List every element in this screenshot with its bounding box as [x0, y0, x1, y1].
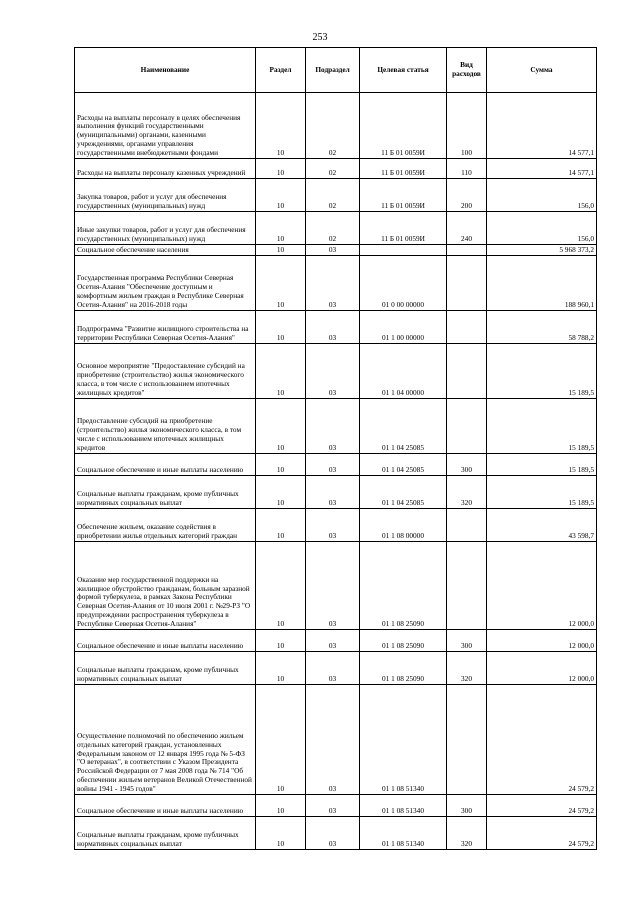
cell-target: 01 1 04 25085	[360, 399, 447, 454]
cell-type: 300	[447, 630, 487, 652]
cell-subsection: 03	[306, 817, 360, 850]
header-amount: Сумма	[487, 48, 597, 93]
cell-amount: 12 000,0	[487, 652, 597, 685]
cell-target: 01 1 04 25085	[360, 454, 447, 476]
cell-amount: 5 968 373,2	[487, 245, 597, 256]
cell-subsection: 03	[306, 454, 360, 476]
cell-target: 11 Б 01 0059И	[360, 179, 447, 212]
cell-section: 10	[256, 344, 306, 399]
cell-name: Социальные выплаты гражданам, кроме публичных нормативных социальных выплат	[75, 652, 256, 685]
cell-name: Социальное обеспечение и иные выплаты населению	[75, 630, 256, 652]
page-number: 253	[312, 32, 328, 43]
cell-type	[447, 542, 487, 630]
cell-subsection: 03	[306, 399, 360, 454]
cell-section: 10	[256, 542, 306, 630]
cell-subsection: 03	[306, 685, 360, 795]
cell-section: 10	[256, 212, 306, 245]
cell-section: 10	[256, 256, 306, 311]
cell-section: 10	[256, 159, 306, 179]
cell-subsection: 03	[306, 311, 360, 344]
cell-type: 300	[447, 795, 487, 817]
cell-amount: 15 189,5	[487, 344, 597, 399]
cell-subsection: 03	[306, 542, 360, 630]
cell-name: Государственная программа Республики Северная Осетия-Алания "Обеспечение доступным и комфортным жильем граждан в Республике Северная Осетия-Алания" на 2016-2018 годы	[75, 256, 256, 311]
cell-amount: 24 579,2	[487, 795, 597, 817]
cell-type: 320	[447, 817, 487, 850]
cell-section: 10	[256, 795, 306, 817]
table-row	[75, 795, 597, 817]
cell-target: 01 1 08 51340	[360, 685, 447, 795]
cell-target: 11 Б 01 0059И	[360, 159, 447, 179]
cell-amount: 12 000,0	[487, 630, 597, 652]
cell-section: 10	[256, 509, 306, 542]
cell-subsection: 03	[306, 245, 360, 256]
table-row	[75, 344, 597, 399]
table-row	[75, 685, 597, 795]
cell-type: 110	[447, 159, 487, 179]
cell-type	[447, 256, 487, 311]
cell-amount: 15 189,5	[487, 399, 597, 454]
cell-amount: 14 577,1	[487, 159, 597, 179]
table-row	[75, 652, 597, 685]
cell-section: 10	[256, 399, 306, 454]
cell-amount: 156,0	[487, 212, 597, 245]
cell-subsection: 03	[306, 652, 360, 685]
cell-subsection: 02	[306, 179, 360, 212]
table-body	[75, 93, 597, 850]
cell-name: Основное мероприятие "Предоставление субсидий на приобретение (строительство) жилья экономического класса, в том числе с использованием ипотечных жилищных кредитов"	[75, 344, 256, 399]
cell-type: 320	[447, 476, 487, 509]
cell-name: Иные закупки товаров, работ и услуг для обеспечения государственных (муниципальных) нужд	[75, 212, 256, 245]
table-row	[75, 93, 597, 159]
table-row	[75, 542, 597, 630]
table-row	[75, 817, 597, 850]
cell-amount: 43 598,7	[487, 509, 597, 542]
cell-amount: 15 189,5	[487, 454, 597, 476]
cell-type: 240	[447, 212, 487, 245]
cell-target: 01 1 04 25085	[360, 476, 447, 509]
table-row	[75, 159, 597, 179]
cell-section: 10	[256, 817, 306, 850]
table-row	[75, 256, 597, 311]
cell-amount: 12 000,0	[487, 542, 597, 630]
cell-target	[360, 245, 447, 256]
cell-amount: 14 577,1	[487, 93, 597, 159]
cell-name: Социальные выплаты гражданам, кроме публичных нормативных социальных выплат	[75, 476, 256, 509]
cell-name: Обеспечение жильем, оказание содействия в приобретении жилья отдельных категорий граждан	[75, 509, 256, 542]
cell-name: Социальное обеспечение и иные выплаты населению	[75, 795, 256, 817]
header-type: Вид расходов	[447, 48, 487, 93]
cell-subsection: 03	[306, 256, 360, 311]
cell-target: 01 1 08 25090	[360, 542, 447, 630]
cell-section: 10	[256, 311, 306, 344]
cell-amount: 24 579,2	[487, 685, 597, 795]
cell-section: 10	[256, 685, 306, 795]
cell-name: Социальное обеспечение и иные выплаты населению	[75, 454, 256, 476]
cell-type	[447, 245, 487, 256]
table-row	[75, 179, 597, 212]
table-row	[75, 399, 597, 454]
cell-type	[447, 399, 487, 454]
table-header-row	[75, 48, 597, 93]
cell-target: 01 1 08 00000	[360, 509, 447, 542]
cell-name: Предоставление субсидий на приобретение (строительство) жилья экономического класса, в том числе с использованием ипотечных жилищных кредитов	[75, 399, 256, 454]
cell-amount: 156,0	[487, 179, 597, 212]
cell-target: 11 Б 01 0059И	[360, 93, 447, 159]
cell-type: 100	[447, 93, 487, 159]
cell-section: 10	[256, 93, 306, 159]
cell-section: 10	[256, 476, 306, 509]
cell-section: 10	[256, 630, 306, 652]
cell-target: 11 Б 01 0059И	[360, 212, 447, 245]
table-row	[75, 245, 597, 256]
table-row	[75, 630, 597, 652]
cell-name: Расходы на выплаты персоналу казенных учреждений	[75, 159, 256, 179]
cell-target: 01 1 08 51340	[360, 795, 447, 817]
table-row	[75, 311, 597, 344]
table-row	[75, 476, 597, 509]
cell-type	[447, 344, 487, 399]
cell-name: Оказание мер государственной поддержки на жилищное обустройство гражданам, больным заразной формой туберкулеза, в рамках Закона Республики Северная Осетия-Алания от 10 июля 2001 г. №29-РЗ "О предупреждении распространения туберкулеза в Республике Северная Осетия-Алания"	[75, 542, 256, 630]
header-target: Целевая статья	[360, 48, 447, 93]
cell-amount: 188 960,1	[487, 256, 597, 311]
cell-name: Подпрограмма "Развитие жилищного строительства на территории Республики Северная Осетия-Алания"	[75, 311, 256, 344]
cell-name: Социальное обеспечение населения	[75, 245, 256, 256]
cell-target: 01 1 00 00000	[360, 311, 447, 344]
cell-target: 01 0 00 00000	[360, 256, 447, 311]
cell-amount: 58 788,2	[487, 311, 597, 344]
table-row	[75, 212, 597, 245]
table-row	[75, 454, 597, 476]
cell-name: Расходы на выплаты персоналу в целях обеспечения выполнения функций государственными (муниципальными) органами, казенными учреждениями, органами управления государственными внебюджетными фондами	[75, 93, 256, 159]
cell-section: 10	[256, 652, 306, 685]
table-row	[75, 509, 597, 542]
budget-table	[74, 47, 597, 850]
cell-type: 300	[447, 454, 487, 476]
cell-subsection: 03	[306, 509, 360, 542]
cell-type	[447, 685, 487, 795]
cell-type: 200	[447, 179, 487, 212]
cell-type: 320	[447, 652, 487, 685]
header-subsection: Подраздел	[306, 48, 360, 93]
cell-target: 01 1 08 25090	[360, 630, 447, 652]
cell-subsection: 02	[306, 159, 360, 179]
cell-target: 01 1 08 51340	[360, 817, 447, 850]
header-name: Наименование	[75, 48, 256, 93]
cell-amount: 15 189,5	[487, 476, 597, 509]
cell-subsection: 03	[306, 344, 360, 399]
cell-target: 01 1 08 25090	[360, 652, 447, 685]
cell-name: Социальные выплаты гражданам, кроме публичных нормативных социальных выплат	[75, 817, 256, 850]
header-section: Раздел	[256, 48, 306, 93]
cell-subsection: 03	[306, 630, 360, 652]
cell-name: Закупка товаров, работ и услуг для обеспечения государственных (муниципальных) нужд	[75, 179, 256, 212]
cell-section: 10	[256, 454, 306, 476]
cell-type	[447, 311, 487, 344]
cell-subsection: 03	[306, 795, 360, 817]
cell-subsection: 02	[306, 212, 360, 245]
cell-section: 10	[256, 245, 306, 256]
cell-target: 01 1 04 00000	[360, 344, 447, 399]
cell-subsection: 03	[306, 476, 360, 509]
cell-type	[447, 509, 487, 542]
cell-name: Осуществление полномочий по обеспечению жильем отдельных категорий граждан, установленных Федеральным законом от 12 января 1995 года № 5-ФЗ "О ветеранах", в соответствии с Указом Президента Российской Федерации от 7 мая 2008 года № 714 "Об обеспечении жильем ветеранов Великой Отечественной войны 1941 - 1945 годов"	[75, 685, 256, 795]
cell-amount: 24 579,2	[487, 817, 597, 850]
cell-section: 10	[256, 179, 306, 212]
cell-subsection: 02	[306, 93, 360, 159]
